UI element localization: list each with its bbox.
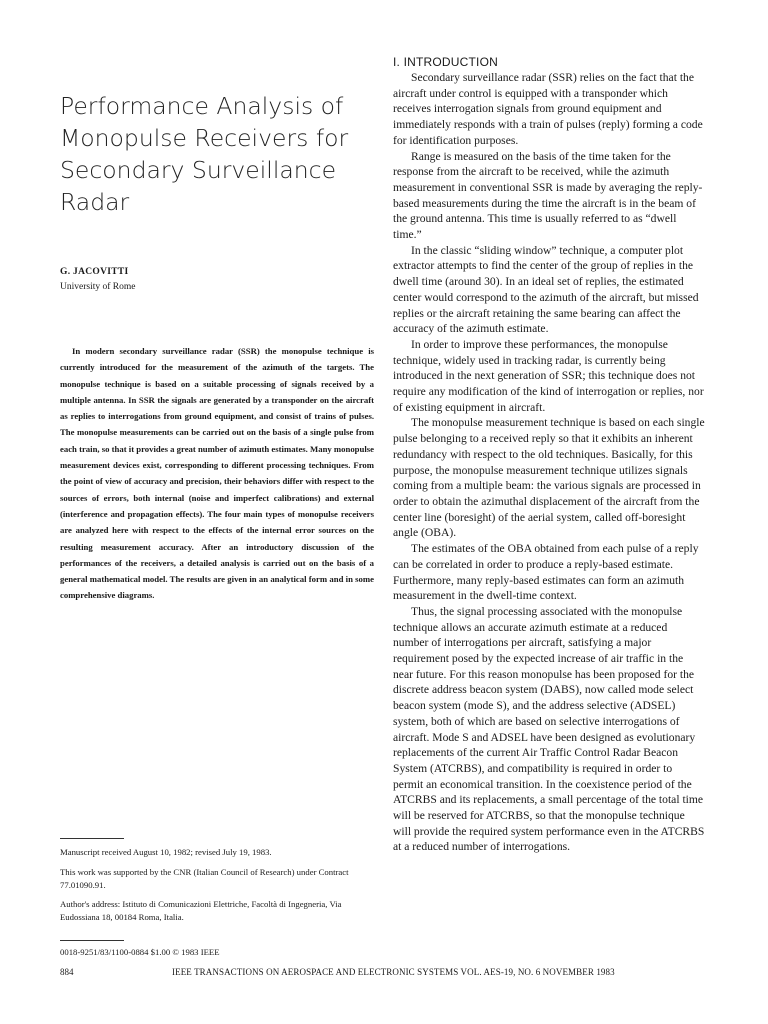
paper-title bbox=[60, 90, 380, 218]
title-line: Secondary Surveillance bbox=[60, 156, 337, 184]
page-number: 884 bbox=[60, 967, 74, 977]
footnote-divider bbox=[60, 838, 124, 839]
body-paragraph: The estimates of the OBA obtained from each pulse of a reply can be correlated in order to produce a reply-based estimate. Furthermore, many reply-based estimates can form an azimuth measurement in the dwell-time context. bbox=[393, 542, 699, 603]
body-paragraph: In order to improve these performances, the monopulse technique, widely used in tracking radar, is currently being introduced in the next generation of SSR; this technique does not require any modification of the kind of interrogation or replies, nor of existing equipment in aircraft. bbox=[393, 337, 704, 414]
title-line: Radar bbox=[60, 188, 130, 216]
journal-footer: IEEE TRANSACTIONS ON AEROSPACE AND ELECTRONIC SYSTEMS VOL. AES-19, NO. 6 NOVEMBER 1983 bbox=[172, 967, 615, 977]
body-paragraph: Range is measured on the basis of the time taken for the response from the aircraft to be received, while the azimuth measurement in conventional SSR is made by averaging the reply-based measurements during the time the aircraft is in the beam of the ground antenna. This time is usually referred to as “dwell time.” bbox=[393, 149, 703, 242]
copyright-divider bbox=[60, 940, 124, 941]
introduction-body bbox=[393, 70, 705, 855]
footnote-manuscript: Manuscript received August 10, 1982; revised July 19, 1983. bbox=[60, 847, 272, 857]
body-paragraph: Secondary surveillance radar (SSR) relies on the fact that the aircraft under control is equipped with a transponder which receives interrogation signals from ground equipment and immediately responds with a train of pulses (reply) forming a code for identification purposes. bbox=[393, 71, 703, 147]
copyright-line: 0018-9251/83/1100-0884 $1.00 © 1983 IEEE bbox=[60, 947, 220, 957]
body-paragraph: Thus, the signal processing associated with the monopulse technique allows an accurate azimuth estimate at a reduced number of interrogations per aircraft, satisfying a major requirement posed by the expected increase of air traffic in the near future. For this reason monopulse has been proposed for the discrete address beacon system (DABS), now called mode select beacon system (mode S), and the address selective (ADSEL) system, both of which are based on selective interrogations of aircraft. Mode S and ADSEL have been designed as evolutionary replacements of the current Air Traffic Control Radar Beacon System (ATCRBS), and compatibility is required in order to permit an economical transition. In the coexistence period of the ATCRBS and its replacements, a small percentage of the total time will be reserved for ATCRBS, so that the monopulse technique will provide the required system performance even in the ATCRBS at a reduced number of interrogations. bbox=[393, 604, 705, 854]
author-affiliation: University of Rome bbox=[60, 282, 136, 292]
section-heading: I. INTRODUCTION bbox=[393, 55, 498, 69]
title-line: Performance Analysis of bbox=[60, 92, 344, 120]
body-paragraph: In the classic “sliding window” technique, a computer plot extractor attempts to find the center of the group of replies in the dwell time (around 30). In an ideal set of replies, the estimated center would correspond to the azimuth of the aircraft, but missed replies or the aircraft retaining the same bearing can affect the accuracy of the azimuth estimate. bbox=[393, 243, 699, 336]
author-name: G. JACOVITTI bbox=[60, 267, 129, 277]
abstract: In modern secondary surveillance radar (SSR) the monopulse technique is currently introduced for the measurement of the azimuth of the targets. The monopulse technique is based on a suitable processing of signals received by a multiple antenna. In SSR the signals are generated by a transponder on the aircraft as replies to interrogations from ground equipment, and consist of trains of pulses. The monopulse measurements can be carried out on the basis of a single pulse from each train, so that it provides a great number of azimuth estimates. Many monopulse measurement devices exist, corresponding to different processing techniques. From the point of view of accuracy and precision, their behaviors differ with respect to the sources of errors, both internal (noise and imperfect calibrations) and external (interference and propagation effects). The four main types of monopulse receivers are analyzed here with respect to the effects of the internal error sources on the resulting measurement accuracy. After an introductory discussion of the performances of the receivers, a detailed analysis is carried out on the basis of a general mathematical model. The results are given in an analytical form and in some comprehensive diagrams. bbox=[60, 346, 374, 601]
title-line: Monopulse Receivers for bbox=[60, 124, 349, 152]
body-paragraph: The monopulse measurement technique is based on each single pulse belonging to a received reply so that it exhibits an inherent redundancy with respect to the old techniques. Basically, for this purpose, the monopulse measurement technique utilizes signals coming from a multiple beam: the various signals are processed in order to obtain the azimuthal displacement of the aircraft from the center line (boresight) of the aerial system, called off-boresight angle (OBA). bbox=[393, 416, 705, 540]
footnote-address: Author's address: Istituto di Comunicazioni Elettriche, Facoltà di Ingegneria, Via Eudossiana 18, 00184 Roma, Italia. bbox=[60, 899, 342, 922]
footnote-support: This work was supported by the CNR (Italian Council of Research) under Contract 77.01090.91. bbox=[60, 867, 349, 890]
